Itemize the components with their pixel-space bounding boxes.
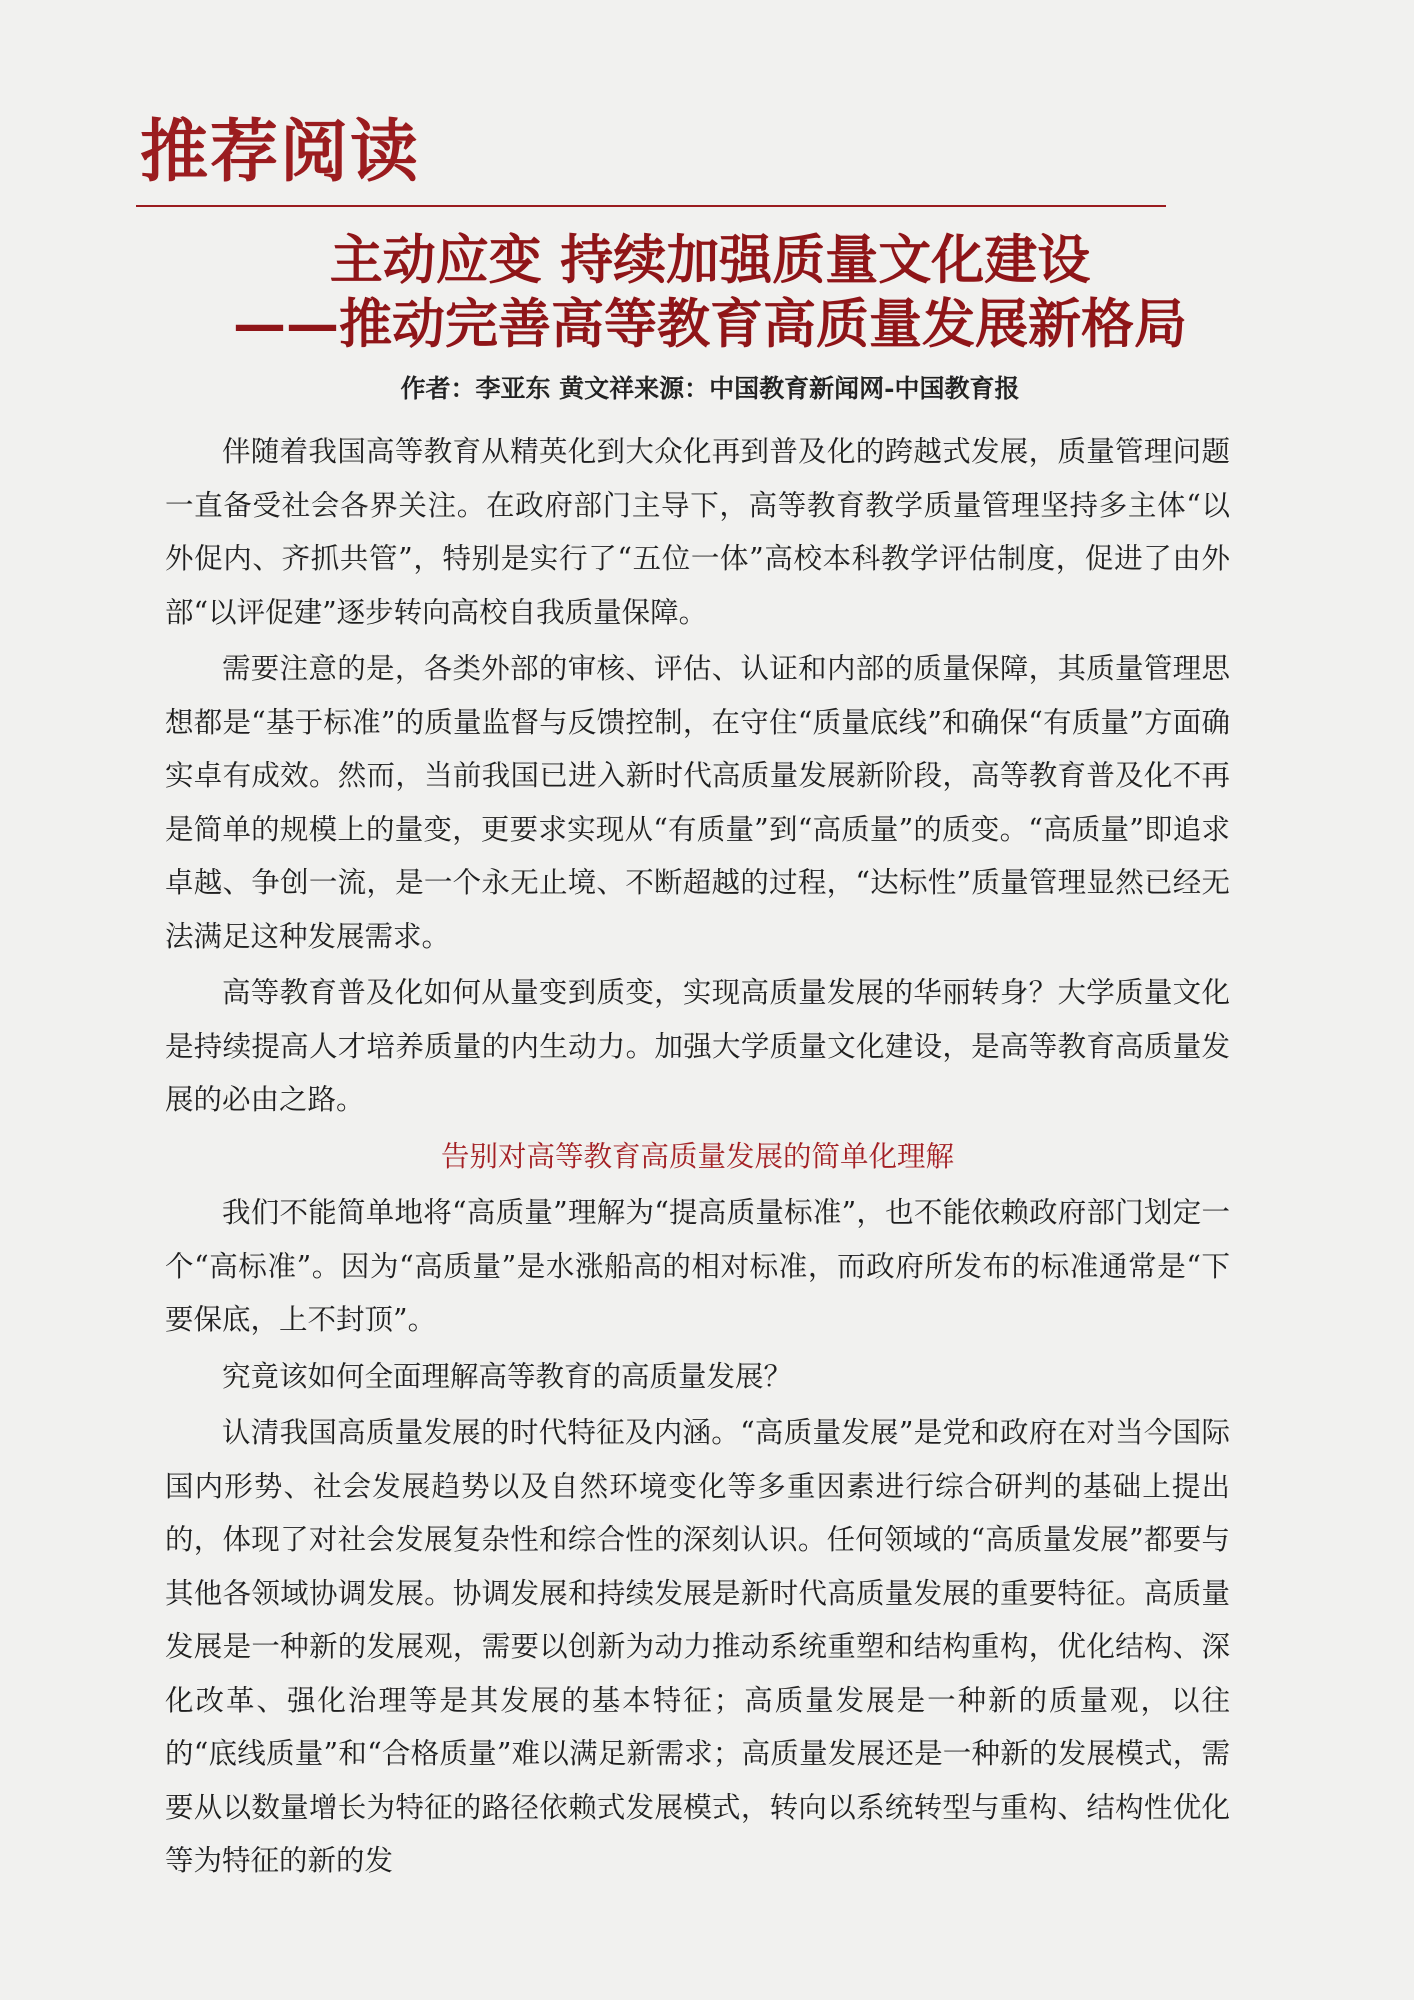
section-divider — [136, 205, 1166, 207]
article-byline: 作者：李亚东 黄文祥来源：中国教育新闻网-中国教育报 — [400, 374, 1020, 403]
article-subheading: 告别对高等教育高质量发展的简单化理解 — [440, 1139, 954, 1173]
article-title-line-2: ——推动完善高等教育高质量发展新格局 — [233, 293, 1187, 355]
paragraph: 我们不能简单地将“高质量”理解为“提高质量标准”，也不能依赖政府部门划定一个“高标准”。因为“高质量”是水涨船高的相对标准，而政府所发布的标准通常是“下要保底，上不封顶”。 — [165, 1196, 1230, 1336]
paragraph: 究竟该如何全面理解高等教育的高质量发展？ — [222, 1359, 793, 1393]
paragraph: 需要注意的是，各类外部的审核、评估、认证和内部的质量保障，其质量管理思想都是“基于标准”的质量监督与反馈控制，在守住“质量底线”和确保“有质量”方面确实卓有成效。然而，当前我国已进入新时代高质量发展新阶段，高等教育普及化不再是简单的规模上的量变，更要求实现从“有质量”到“高质量”的质变。“高质量”即追求卓越、争创一流，是一个永无止境、不断超越的过程，“达标性”质量管理显然已经无法满足这种发展需求。 — [165, 652, 1230, 953]
article-title — [120, 228, 1300, 356]
paragraph: 伴随着我国高等教育从精英化到大众化再到普及化的跨越式发展，质量管理问题一直备受社会各界关注。在政府部门主导下，高等教育教学质量管理坚持多主体“以外促内、齐抓共管”，特别是实行了“五位一体”高校本科教学评估制度，促进了由外部“以评促建”逐步转向高校自我质量保障。 — [165, 435, 1230, 629]
paragraph: 高等教育普及化如何从量变到质变，实现高质量发展的华丽转身？大学质量文化是持续提高人才培养质量的内生动力。加强大学质量文化建设，是高等教育高质量发展的必由之路。 — [165, 976, 1230, 1116]
article-body — [165, 425, 1230, 1891]
paragraph: 认清我国高质量发展的时代特征及内涵。“高质量发展”是党和政府在对当今国际国内形势、社会发展趋势以及自然环境变化等多重因素进行综合研判的基础上提出的，体现了对社会发展复杂性和综合性的深刻认识。任何领域的“高质量发展”都要与其他各领域协调发展。协调发展和持续发展是新时代高质量发展的重要特征。高质量发展是一种新的发展观，需要以创新为动力推动系统重塑和结构重构，优化结构、深化改革、强化治理等是其发展的基本特征；高质量发展是一种新的质量观，以往的“底线质量”和“合格质量”难以满足新需求；高质量发展还是一种新的发展模式，需要从以数量增长为特征的路径依赖式发展模式，转向以系统转型与重构、结构性优化等为特征的新的发 — [165, 1416, 1230, 1877]
section-title: 推荐阅读 — [140, 112, 421, 192]
article-title-line-1: 主动应变 持续加强质量文化建设 — [329, 229, 1091, 291]
